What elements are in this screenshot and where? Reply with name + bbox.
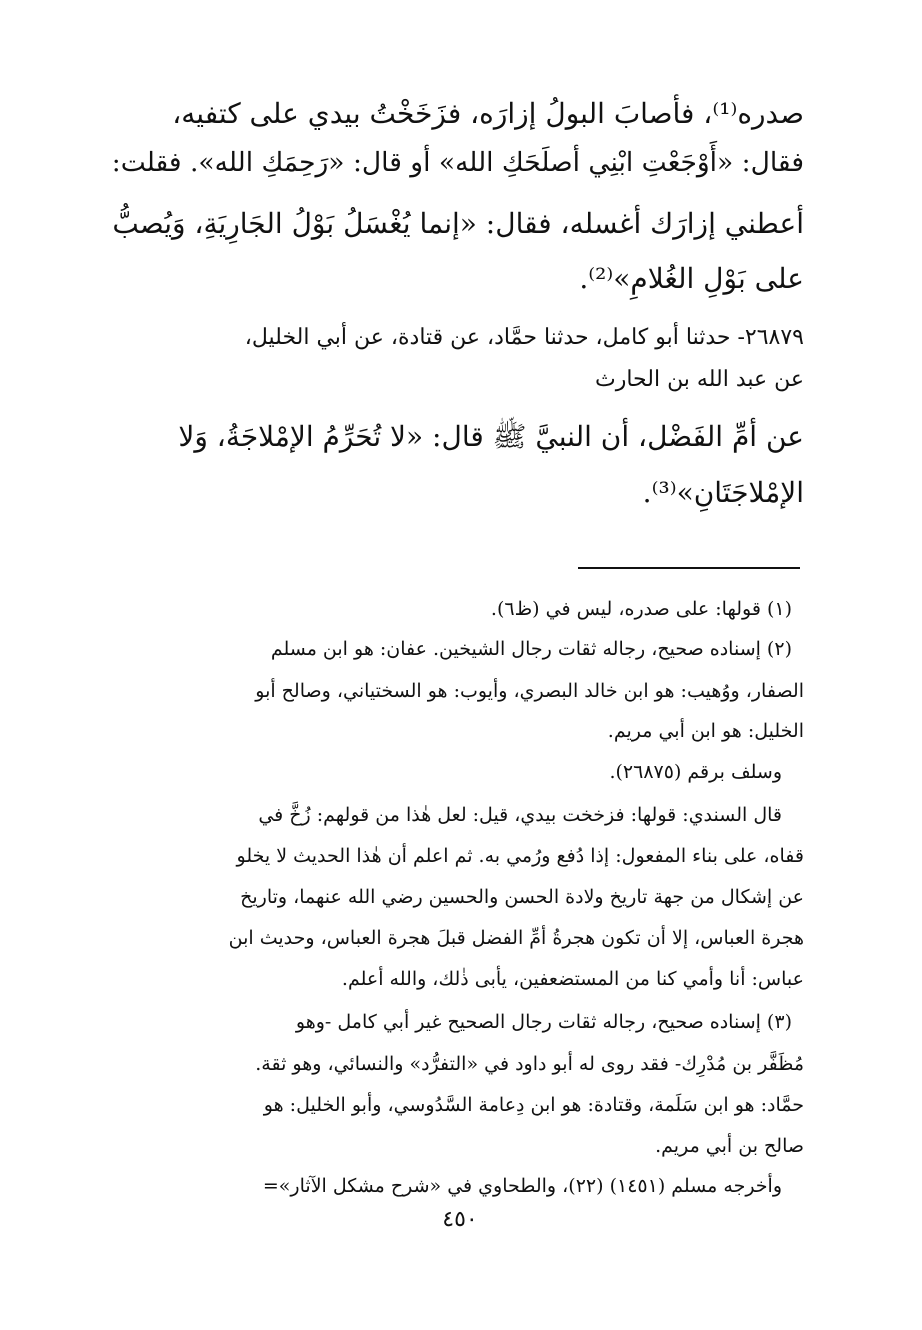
footnote-line: الصفار، ووُهيب: هو ابن خالد البصري، وأيوب: هو السختياني، وصالح أبو xyxy=(255,680,804,702)
footnote-line: الخليل: هو ابن أبي مريم. xyxy=(607,720,804,742)
footnote-line: (١) قولها: على صدره، ليس في (ظ٦). xyxy=(490,598,792,620)
footnote-line: مُظَفَّر بن مُدْرِك- فقد روى له أبو داود في «التفرُّد» والنسائي، وهو ثقة. xyxy=(255,1053,804,1075)
main-line: على بَوْلِ الغُلامِ»⁽²⁾. xyxy=(579,262,804,295)
footnote-line: (٣) إسناده صحيح، رجاله ثقات رجال الصحيح غير أبي كامل -وهو xyxy=(295,1011,792,1033)
footnote-line: صالح بن أبي مريم. xyxy=(655,1135,804,1157)
footnote-line: قفاه، على بناء المفعول: إذا دُفع ورُمي به. ثم اعلم أن هٰذا الحديث لا يخلو xyxy=(236,845,804,867)
main-line: فقال: «أَوْجَعْتِ ابْنِي أصلَحَكِ الله» أو قال: «رَحِمَكِ الله». فقلت: xyxy=(111,147,804,178)
footnote-line: قال السندي: قولها: فزخخت بيدي، قيل: لعل هٰذا من قولهم: زُخَّ في xyxy=(258,804,782,826)
page-number: ٤٥٠ xyxy=(442,1207,478,1232)
footnote-line: عن إشكال من جهة تاريخ ولادة الحسن والحسين رضي الله عنهما، وتاريخ xyxy=(240,886,804,908)
footnote-line: حمَّاد: هو ابن سَلَمة، وقتادة: هو ابن دِعامة السَّدُوسي، وأبو الخليل: هو xyxy=(263,1094,804,1116)
footnote-line: هجرة العباس، إلا أن تكون هجرةُ أمِّ الفضل قبلَ هجرة العباس، وحديث ابن xyxy=(228,927,804,949)
hadith-isnad-line: ٢٦٨٧٩- حدثنا أبو كامل، حدثنا حمَّاد، عن قتادة، عن أبي الخليل، xyxy=(244,325,804,350)
hadith-isnad-line: عن عبد الله بن الحارث xyxy=(595,367,804,392)
footnote-line: (٢) إسناده صحيح، رجاله ثقات رجال الشيخين. عفان: هو ابن مسلم xyxy=(270,638,792,660)
hadith-matn-line: عن أمِّ الفَضْل، أن النبيَّ ﷺ قال: «لا تُحَرِّمُ الإمْلاجَةُ، وَلا xyxy=(178,420,804,453)
footnote-separator xyxy=(578,567,800,569)
footnote-line: وأخرجه مسلم (١٤٥١) (٢٢)، والطحاوي في «شرح مشكل الآثار»= xyxy=(262,1175,782,1197)
hadith-matn-line: الإمْلاجَتَانِ»⁽³⁾. xyxy=(642,476,804,509)
footnote-line: عباس: أنا وأمي كنا من المستضعفين، يأبى ذٰلك، والله أعلم. xyxy=(341,968,804,990)
main-line: صدره⁽¹⁾، فأصابَ البولُ إزارَه، فزَخَخْتُ بيدي على كتفيه، xyxy=(172,97,804,130)
footnote-line: وسلف برقم (٢٦٨٧٥). xyxy=(609,761,782,783)
main-line: أعطني إزارَك أغسله، فقال: «إنما يُغْسَلُ بَوْلُ الجَارِيَةِ، وَيُصبُّ xyxy=(112,207,804,240)
